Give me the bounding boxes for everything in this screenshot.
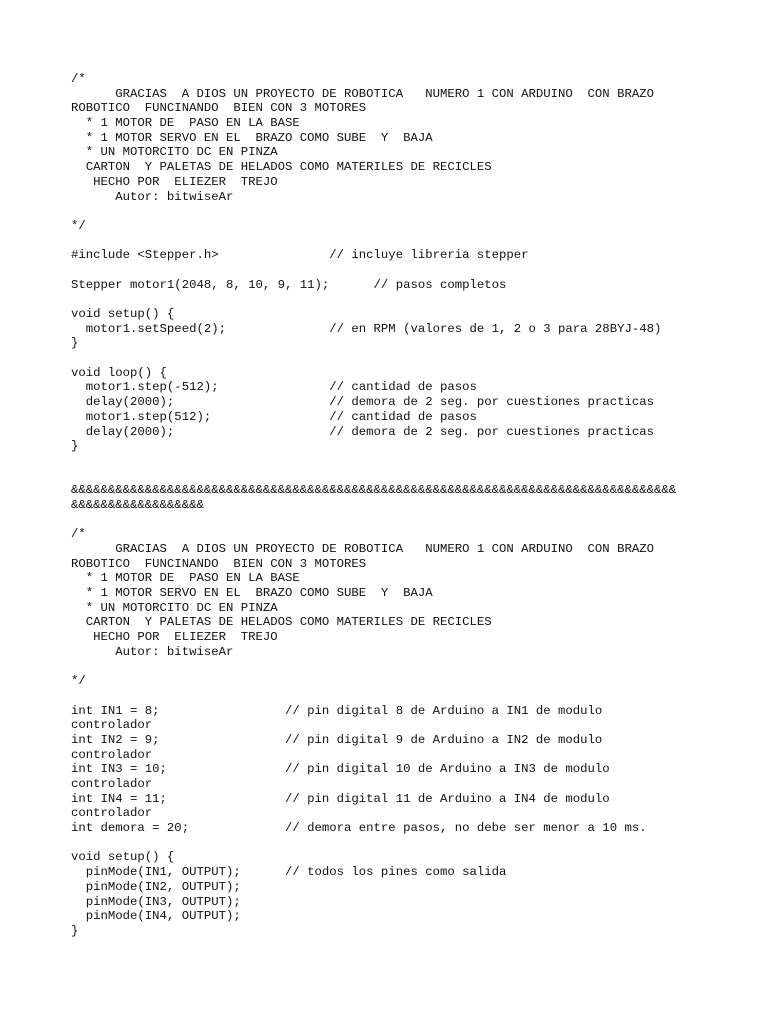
code-line: pinMode(IN1, OUTPUT); // todos los pines como salida	[71, 865, 507, 880]
code-line: CARTON Y PALETAS DE HELADOS COMO MATERILES DE RECICLES	[71, 615, 492, 630]
code-line: ROBOTICO FUNCINANDO BIEN CON 3 MOTORES	[71, 556, 367, 571]
code-line	[71, 836, 751, 851]
code-line: Autor: bitwiseAr	[71, 644, 234, 659]
code-line	[71, 204, 751, 219]
code-line: * UN MOTORCITO DC EN PINZA	[71, 145, 278, 160]
code-line: int demora = 20; // demora entre pasos, no debe ser menor a 10 ms.	[71, 821, 647, 836]
code-line: motor1.step(-512); // cantidad de pasos	[71, 380, 477, 395]
code-line: &&&&&&&&&&&&&&&&&&	[71, 497, 204, 512]
code-line: void setup() {	[71, 307, 175, 321]
code-line: GRACIAS A DIOS UN PROYECTO DE ROBOTICA NUMERO 1 CON ARDUINO CON BRAZO	[71, 542, 654, 556]
code-line: int IN4 = 11; // pin digital 11 de Arduino a IN4 de modulo	[71, 791, 610, 806]
code-line	[71, 234, 751, 249]
code-line: }	[71, 336, 79, 351]
code-line: * 1 MOTOR DE PASO EN LA BASE	[71, 571, 300, 586]
code-line	[71, 513, 751, 528]
code-line	[71, 263, 751, 278]
code-line	[71, 351, 751, 366]
code-line: void setup() {	[71, 850, 175, 865]
code-line: void loop() {	[71, 365, 167, 380]
code-line: ROBOTICO FUNCINANDO BIEN CON 3 MOTORES	[71, 101, 367, 116]
code-line: delay(2000); // demora de 2 seg. por cuestiones practicas	[71, 424, 654, 439]
code-line: HECHO POR ELIEZER TREJO	[71, 630, 278, 645]
code-line	[71, 689, 751, 704]
code-line: delay(2000); // demora de 2 seg. por cuestiones practicas	[71, 395, 654, 410]
code-line: int IN3 = 10; // pin digital 10 de Arduino a IN3 de modulo	[71, 762, 610, 777]
code-line: * UN MOTORCITO DC EN PINZA	[71, 600, 278, 615]
code-line: */	[71, 674, 86, 689]
code-line: Autor: bitwiseAr	[71, 189, 234, 204]
code-line: * 1 MOTOR DE PASO EN LA BASE	[71, 116, 300, 131]
code-line: /*	[71, 72, 86, 86]
code-line: #include <Stepper.h> // incluye libreria stepper	[71, 248, 529, 263]
code-line: controlador	[71, 747, 153, 762]
code-line	[71, 454, 751, 469]
code-line: controlador	[71, 718, 153, 733]
code-line: pinMode(IN3, OUTPUT);	[71, 894, 241, 909]
code-line: int IN2 = 9; // pin digital 9 de Arduino a IN2 de modulo	[71, 732, 603, 747]
code-line: * 1 MOTOR SERVO EN EL BRAZO COMO SUBE Y BAJA	[71, 130, 433, 145]
code-line	[71, 292, 751, 307]
code-listing	[71, 72, 751, 939]
code-line: GRACIAS A DIOS UN PROYECTO DE ROBOTICA NUMERO 1 CON ARDUINO CON BRAZO	[71, 86, 654, 101]
code-line: }	[71, 923, 79, 938]
code-line: controlador	[71, 777, 153, 791]
code-line	[71, 660, 751, 675]
code-line: pinMode(IN4, OUTPUT);	[71, 909, 241, 924]
code-line	[71, 469, 751, 484]
code-line: */	[71, 218, 86, 233]
code-line: CARTON Y PALETAS DE HELADOS COMO MATERILES DE RECICLES	[71, 160, 492, 175]
code-line: HECHO POR ELIEZER TREJO	[71, 174, 278, 189]
code-line: * 1 MOTOR SERVO EN EL BRAZO COMO SUBE Y BAJA	[71, 586, 433, 601]
code-line: /*	[71, 527, 86, 542]
code-line: motor1.step(512); // cantidad de pasos	[71, 409, 477, 424]
code-line: motor1.setSpeed(2); // en RPM (valores de 1, 2 o 3 para 28BYJ-48)	[71, 321, 662, 336]
code-line: pinMode(IN2, OUTPUT);	[71, 879, 241, 894]
code-line: int IN1 = 8; // pin digital 8 de Arduino a IN1 de modulo	[71, 703, 603, 718]
code-line: controlador	[71, 806, 153, 821]
code-line: &&&&&&&&&&&&&&&&&&&&&&&&&&&&&&&&&&&&&&&&&&&&&&&&&&&&&&&&&&&&&&&&&&&&&&&&&&&&&&&&&&	[71, 483, 677, 498]
code-line: Stepper motor1(2048, 8, 10, 9, 11); // pasos completos	[71, 277, 507, 292]
code-line: }	[71, 439, 79, 454]
